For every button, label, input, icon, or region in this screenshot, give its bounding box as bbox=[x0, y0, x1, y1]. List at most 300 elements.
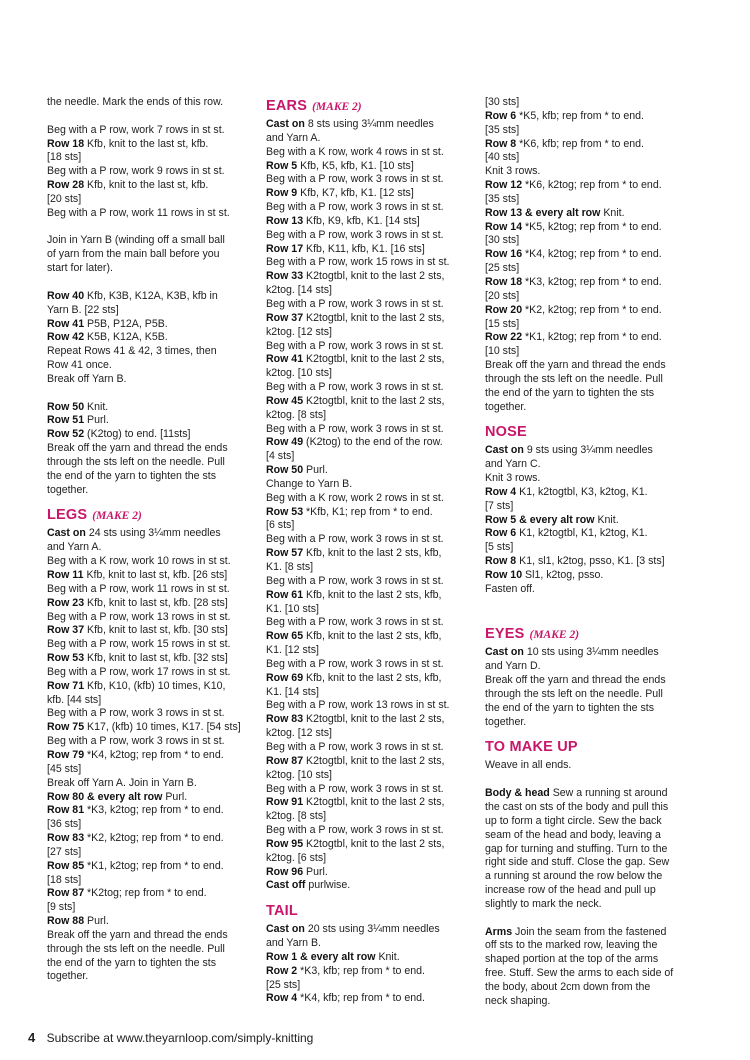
instruction-line bbox=[266, 506, 466, 520]
instruction-text: increase row of the head and pull up bbox=[485, 884, 656, 897]
instruction-line bbox=[266, 810, 466, 824]
instruction-line bbox=[485, 953, 685, 967]
row-label: Row 52 bbox=[47, 428, 85, 441]
instruction-line bbox=[485, 787, 685, 801]
instruction-text: together. bbox=[485, 400, 527, 413]
instruction-text: Knit. bbox=[603, 206, 625, 219]
instruction-text: *K4, k2tog; rep from * to end. bbox=[525, 248, 662, 261]
instruction-text: and Yarn D. bbox=[485, 660, 541, 673]
instruction-text: 24 sts using 3¼mm needles bbox=[88, 527, 221, 540]
instruction-text: Beg with a P row, work 3 rows in st st. bbox=[266, 782, 444, 795]
instruction-text: Beg with a P row, work 13 rows in st st. bbox=[47, 610, 231, 623]
instruction-line bbox=[485, 716, 685, 730]
instruction-text: Join the seam from the fastened bbox=[515, 925, 667, 938]
row-label: Row 22 bbox=[485, 331, 523, 344]
instruction-line bbox=[485, 995, 685, 1009]
spacer bbox=[485, 611, 685, 625]
instruction-line bbox=[485, 165, 685, 179]
instruction-line bbox=[266, 951, 466, 965]
instruction-line bbox=[266, 519, 466, 533]
instruction-text: [36 sts] bbox=[47, 818, 82, 831]
instruction-line bbox=[47, 262, 245, 276]
instruction-line bbox=[47, 290, 245, 304]
instruction-text: (K2tog) to end. [11sts] bbox=[87, 428, 191, 441]
instruction-text: together. bbox=[485, 715, 527, 728]
instruction-text: K1. [10 sts] bbox=[266, 602, 319, 615]
row-label: Row 75 bbox=[47, 721, 85, 734]
row-label: Row 13 bbox=[266, 214, 304, 227]
section-heading-title: LEGS bbox=[47, 507, 88, 524]
row-label: Row 18 bbox=[47, 137, 85, 150]
instruction-line bbox=[47, 428, 245, 442]
instruction-line bbox=[47, 970, 245, 984]
row-label: Row 6 bbox=[485, 109, 517, 122]
instruction-text: Change to Yarn B. bbox=[266, 477, 353, 490]
instruction-text: a running st around the row below the bbox=[485, 870, 663, 883]
instruction-line bbox=[47, 791, 245, 805]
instruction-text: Beg with a P row, work 7 rows in st st. bbox=[47, 123, 225, 136]
instruction-line bbox=[47, 707, 245, 721]
instruction-text: *K5, k2tog; rep from * to end. bbox=[525, 220, 662, 233]
row-label: Row 83 bbox=[47, 832, 85, 845]
instruction-text: through the sts left on the needle. Pull bbox=[485, 687, 663, 700]
instruction-line bbox=[266, 796, 466, 810]
row-label: Row 65 bbox=[266, 630, 304, 643]
instruction-line bbox=[485, 801, 685, 815]
instruction-text: Purl. bbox=[87, 915, 109, 928]
row-label: Row 96 bbox=[266, 865, 304, 878]
instruction-line bbox=[266, 852, 466, 866]
instruction-text: Beg with a P row, work 11 rows in st st. bbox=[47, 206, 230, 219]
row-label: Row 53 bbox=[266, 505, 304, 518]
instruction-text: 9 sts using 3¼mm needles bbox=[526, 444, 653, 457]
row-label: Row 41 bbox=[266, 353, 304, 366]
instruction-line bbox=[47, 124, 245, 138]
instruction-text: *K1, k2tog; rep from * to end. bbox=[525, 331, 662, 344]
row-label: Row 37 bbox=[47, 624, 85, 637]
instruction-text: Beg with a K row, work 2 rows in st st. bbox=[266, 491, 444, 504]
instruction-line bbox=[47, 666, 245, 680]
instruction-line bbox=[47, 638, 245, 652]
instruction-text: Kfb, K5, kfb, K1. [10 sts] bbox=[300, 159, 414, 172]
instruction-line bbox=[485, 702, 685, 716]
instruction-text: Weave in all ends. bbox=[485, 759, 572, 772]
instruction-line bbox=[266, 173, 466, 187]
row-label: Cast on bbox=[485, 444, 524, 457]
instruction-line bbox=[47, 359, 245, 373]
instruction-text: Kfb, K3B, K12A, K3B, kfb in bbox=[87, 289, 218, 302]
instruction-text: [20 sts] bbox=[47, 192, 82, 205]
section-heading bbox=[47, 507, 245, 525]
instruction-line bbox=[47, 943, 245, 957]
instruction-line bbox=[266, 201, 466, 215]
row-label: Row 11 bbox=[47, 569, 84, 581]
instruction-text: Purl. bbox=[306, 865, 328, 878]
instruction-text: Fasten off. bbox=[485, 582, 535, 595]
row-label: Cast on bbox=[266, 923, 305, 936]
spacer bbox=[485, 729, 685, 737]
instruction-line bbox=[266, 229, 466, 243]
instruction-text: Beg with a P row, work 3 rows in st st. bbox=[266, 173, 444, 186]
instruction-line bbox=[485, 401, 685, 415]
column-left bbox=[47, 96, 245, 984]
instruction-line bbox=[485, 387, 685, 401]
row-label: Row 95 bbox=[266, 837, 304, 850]
spacer bbox=[485, 912, 685, 926]
instruction-line bbox=[266, 132, 466, 146]
instruction-text: *K6, k2tog; rep from * to end. bbox=[525, 179, 662, 192]
instruction-text: K2togtbl, knit to the last 2 sts, bbox=[306, 311, 445, 324]
instruction-text: the body, about 2cm down from the bbox=[485, 980, 651, 993]
instruction-text: off sts to the marked row, leaving the bbox=[485, 939, 658, 952]
row-label: Row 23 bbox=[47, 596, 85, 609]
instruction-text: Beg with a P row, work 3 rows in st st. bbox=[266, 657, 444, 670]
instruction-text: Break off the yarn and thread the ends bbox=[485, 674, 666, 687]
instruction-line bbox=[47, 138, 245, 152]
instruction-line bbox=[266, 478, 466, 492]
instruction-text: through the sts left on the needle. Pull bbox=[47, 942, 225, 955]
instruction-text: [40 sts] bbox=[485, 151, 520, 164]
instruction-line bbox=[266, 923, 466, 937]
instruction-line bbox=[47, 179, 245, 193]
instruction-text: together. bbox=[47, 483, 89, 496]
instruction-text: the cast on sts of the body and pull this bbox=[485, 800, 669, 813]
instruction-line bbox=[485, 318, 685, 332]
instruction-text: Break off the yarn and thread the ends bbox=[47, 928, 228, 941]
row-label: Row 8 bbox=[485, 137, 517, 150]
instruction-text: the end of the yarn to tighten the sts bbox=[47, 956, 217, 969]
instruction-line bbox=[47, 470, 245, 484]
spacer bbox=[485, 597, 685, 611]
instruction-text: Kfb, knit to last st, kfb. [32 sts] bbox=[87, 652, 228, 665]
instruction-text: Knit. bbox=[597, 513, 619, 526]
row-label: Row 4 bbox=[485, 485, 517, 498]
instruction-text: K5B, K12A, K5B. bbox=[87, 331, 168, 344]
instruction-text: K1, sl1, k2tog, psso, K1. [3 sts] bbox=[519, 555, 665, 568]
spacer bbox=[485, 773, 685, 787]
row-label: Row 28 bbox=[47, 179, 85, 192]
section-heading bbox=[485, 424, 685, 442]
instruction-line bbox=[266, 630, 466, 644]
instruction-line bbox=[266, 381, 466, 395]
row-label: Cast off bbox=[266, 879, 306, 892]
section-heading bbox=[266, 903, 466, 921]
instruction-line bbox=[485, 981, 685, 995]
row-label: Body & head bbox=[485, 787, 550, 800]
row-label: Row 85 bbox=[47, 859, 85, 872]
instruction-text: *K5, kfb; rep from * to end. bbox=[519, 109, 644, 122]
row-label: Row 81 bbox=[47, 804, 85, 817]
instruction-line bbox=[266, 270, 466, 284]
instruction-line bbox=[485, 583, 685, 597]
instruction-text: Beg with a K row, work 10 rows in st st. bbox=[47, 555, 231, 568]
section-heading bbox=[266, 98, 466, 116]
instruction-text: Beg with a P row, work 15 rows in st st. bbox=[266, 256, 450, 269]
instruction-line bbox=[266, 547, 466, 561]
instruction-line bbox=[485, 304, 685, 318]
section-heading-title: TAIL bbox=[266, 903, 298, 920]
instruction-text: *K3, k2tog; rep from * to end. bbox=[525, 275, 662, 288]
instruction-text: *K4, kfb; rep from * to end. bbox=[300, 992, 425, 1005]
instruction-text: the end of the yarn to tighten the sts bbox=[47, 469, 217, 482]
instruction-text: Beg with a P row, work 3 rows in st st. bbox=[266, 381, 444, 394]
instruction-text: through the sts left on the needle. Pull bbox=[47, 455, 225, 468]
instruction-text: purlwise. bbox=[308, 879, 351, 892]
instruction-text: Beg with a P row, work 3 rows in st st. bbox=[47, 735, 225, 748]
row-label: Row 91 bbox=[266, 796, 304, 809]
row-label: Row 79 bbox=[47, 748, 85, 761]
instruction-line bbox=[47, 414, 245, 428]
instruction-line bbox=[266, 769, 466, 783]
instruction-text: [10 sts] bbox=[485, 345, 520, 358]
instruction-line bbox=[266, 561, 466, 575]
row-label: Row 83 bbox=[266, 713, 304, 726]
instruction-line bbox=[485, 124, 685, 138]
instruction-line bbox=[266, 284, 466, 298]
instruction-text: [7 sts] bbox=[485, 499, 514, 512]
instruction-line bbox=[47, 777, 245, 791]
instruction-text: k2tog. [14 sts] bbox=[266, 284, 332, 297]
instruction-text: [25 sts] bbox=[266, 978, 301, 991]
section-heading-title: EARS bbox=[266, 98, 308, 114]
instruction-line bbox=[47, 442, 245, 456]
instruction-line bbox=[485, 870, 685, 884]
instruction-text: Kfb, knit to the last 2 sts, kfb, bbox=[306, 547, 442, 560]
instruction-text: k2tog. [10 sts] bbox=[266, 367, 332, 380]
instruction-line bbox=[47, 373, 245, 387]
instruction-text: Break off Yarn B. bbox=[47, 372, 127, 385]
instruction-text: and Yarn C. bbox=[485, 458, 541, 471]
instruction-text: Break off the yarn and thread the ends bbox=[47, 442, 228, 455]
instruction-text: Break off Yarn A. Join in Yarn B. bbox=[47, 776, 197, 789]
instruction-line bbox=[47, 193, 245, 207]
instruction-line bbox=[266, 215, 466, 229]
spacer bbox=[47, 221, 245, 235]
instruction-line bbox=[47, 96, 245, 110]
page-number: 4 bbox=[28, 1030, 36, 1045]
instruction-text: Knit. bbox=[378, 950, 400, 963]
instruction-line bbox=[485, 674, 685, 688]
instruction-line bbox=[47, 887, 245, 901]
instruction-text: Beg with a P row, work 17 rows in st st. bbox=[47, 665, 231, 678]
instruction-line bbox=[47, 165, 245, 179]
row-label: Arms bbox=[485, 925, 513, 938]
instruction-line bbox=[266, 160, 466, 174]
instruction-line bbox=[47, 304, 245, 318]
row-label: Row 5 bbox=[266, 159, 298, 172]
page-footer bbox=[28, 1030, 313, 1045]
instruction-line bbox=[266, 879, 466, 893]
instruction-line bbox=[47, 929, 245, 943]
instruction-text: *K2tog; rep from * to end. bbox=[87, 887, 207, 900]
instruction-line bbox=[47, 624, 245, 638]
instruction-line bbox=[266, 326, 466, 340]
instruction-text: Beg with a P row, work 3 rows in st st. bbox=[266, 740, 444, 753]
instruction-line bbox=[266, 713, 466, 727]
instruction-text: Purl. bbox=[165, 790, 188, 803]
instruction-text: of yarn from the main ball before you bbox=[47, 248, 220, 261]
instruction-text: K2togtbl, knit to the last 2 sts, bbox=[306, 796, 445, 809]
spacer bbox=[266, 893, 466, 901]
spacer bbox=[47, 497, 245, 505]
row-label: Cast on bbox=[266, 118, 305, 130]
instruction-line bbox=[47, 652, 245, 666]
row-label: Row 40 bbox=[47, 289, 85, 302]
instruction-line bbox=[47, 818, 245, 832]
row-label: Row 8 bbox=[485, 555, 517, 568]
instruction-line bbox=[485, 373, 685, 387]
instruction-text: K2togtbl, knit to the last 2 sts, bbox=[306, 713, 445, 726]
instruction-text: the needle. Mark the ends of this row. bbox=[47, 96, 224, 108]
row-label: Row 87 bbox=[266, 754, 304, 767]
instruction-line bbox=[485, 898, 685, 912]
instruction-line bbox=[47, 763, 245, 777]
row-label: Row 69 bbox=[266, 671, 304, 684]
section-heading-subtitle: (MAKE 2) bbox=[529, 629, 580, 642]
instruction-line bbox=[266, 256, 466, 270]
instruction-text: Beg with a P row, work 3 rows in st st. bbox=[266, 339, 444, 352]
instruction-line bbox=[266, 464, 466, 478]
instruction-line bbox=[266, 118, 466, 132]
instruction-line bbox=[47, 484, 245, 498]
section-heading bbox=[485, 739, 685, 757]
row-label: Row 50 bbox=[47, 400, 85, 413]
instruction-line bbox=[47, 957, 245, 971]
instruction-line bbox=[266, 492, 466, 506]
instruction-text: k2tog. [10 sts] bbox=[266, 768, 332, 781]
instruction-line bbox=[485, 262, 685, 276]
instruction-text: Beg with a P row, work 3 rows in st st. bbox=[266, 533, 444, 546]
instruction-line bbox=[47, 874, 245, 888]
instruction-text: Knit. bbox=[87, 400, 109, 413]
instruction-line bbox=[266, 409, 466, 423]
instruction-line bbox=[47, 694, 245, 708]
instruction-line bbox=[47, 456, 245, 470]
row-label: Row 50 bbox=[266, 464, 304, 477]
instruction-text: together. bbox=[47, 970, 89, 983]
instruction-text: K2togtbl, knit to the last 2 sts, bbox=[306, 837, 445, 850]
row-label: Row 17 bbox=[266, 242, 304, 255]
instruction-line bbox=[266, 312, 466, 326]
instruction-line bbox=[485, 276, 685, 290]
instruction-text: *K6, kfb; rep from * to end. bbox=[519, 137, 644, 150]
instruction-line bbox=[47, 583, 245, 597]
instruction-line bbox=[485, 458, 685, 472]
row-label: Row 61 bbox=[266, 588, 304, 601]
row-label: Row 1 & every alt row bbox=[266, 950, 376, 963]
instruction-line bbox=[47, 735, 245, 749]
instruction-line bbox=[266, 755, 466, 769]
instruction-text: Beg with a P row, work 3 rows in st st. bbox=[266, 201, 444, 214]
instruction-line bbox=[266, 727, 466, 741]
instruction-text: and Yarn B. bbox=[266, 937, 321, 950]
instruction-text: Kfb, knit to last st, kfb. [28 sts] bbox=[87, 596, 228, 609]
instruction-text: the end of the yarn to tighten the sts bbox=[485, 386, 655, 399]
instruction-line bbox=[485, 290, 685, 304]
row-label: Row 6 bbox=[485, 527, 517, 540]
instruction-line bbox=[47, 915, 245, 929]
instruction-text: right side and stuff. Close the gap. Sew bbox=[485, 856, 670, 869]
instruction-line bbox=[485, 207, 685, 221]
instruction-line bbox=[485, 221, 685, 235]
row-label: Row 71 bbox=[47, 679, 85, 692]
instruction-text: 8 sts using 3¼mm needles bbox=[307, 118, 434, 130]
instruction-line bbox=[47, 401, 245, 415]
row-label: Row 33 bbox=[266, 270, 304, 283]
row-label: Cast on bbox=[47, 527, 86, 540]
instruction-text: *Kfb, K1; rep from * to end. bbox=[306, 505, 433, 518]
spacer bbox=[485, 414, 685, 422]
instruction-line bbox=[266, 395, 466, 409]
instruction-text: P5B, P12A, P5B. bbox=[87, 317, 168, 330]
instruction-line bbox=[47, 555, 245, 569]
instruction-text: K1. [14 sts] bbox=[266, 685, 319, 698]
instruction-line bbox=[266, 450, 466, 464]
instruction-line bbox=[485, 926, 685, 940]
instruction-line bbox=[266, 741, 466, 755]
instruction-text: slightly to mark the neck. bbox=[485, 897, 602, 910]
section-heading-subtitle: (MAKE 2) bbox=[92, 510, 142, 523]
instruction-text: Beg with a P row, work 3 rows in st st. bbox=[266, 574, 444, 587]
instruction-line bbox=[266, 658, 466, 672]
instruction-line bbox=[485, 939, 685, 953]
instruction-text: K2togtbl, knit to the last 2 sts, bbox=[306, 353, 445, 366]
instruction-text: and Yarn A. bbox=[266, 131, 321, 144]
instruction-text: Repeat Rows 41 & 42, 3 times, then bbox=[47, 345, 217, 358]
instruction-line bbox=[266, 603, 466, 617]
instruction-text: [45 sts] bbox=[47, 762, 82, 775]
instruction-text: Beg with a P row, work 3 rows in st st. bbox=[266, 616, 444, 629]
instruction-line bbox=[485, 234, 685, 248]
instruction-text: k2tog. [6 sts] bbox=[266, 851, 327, 864]
row-label: Row 88 bbox=[47, 915, 85, 928]
instruction-text: shaped portion at the top of the arms bbox=[485, 953, 659, 966]
instruction-line bbox=[485, 179, 685, 193]
instruction-text: Kfb, K7, kfb, K1. [12 sts] bbox=[300, 187, 414, 200]
instruction-line bbox=[266, 367, 466, 381]
instruction-line bbox=[485, 472, 685, 486]
instruction-text: [30 sts] bbox=[485, 96, 520, 108]
instruction-text: K2togtbl, knit to the last 2 sts, bbox=[306, 394, 445, 407]
instruction-line bbox=[266, 824, 466, 838]
instruction-line bbox=[47, 331, 245, 345]
instruction-text: Kfb, knit to last st, kfb. [26 sts] bbox=[86, 569, 228, 581]
instruction-text: k2tog. [8 sts] bbox=[266, 810, 327, 823]
instruction-line bbox=[485, 541, 685, 555]
instruction-line bbox=[485, 555, 685, 569]
instruction-line bbox=[266, 672, 466, 686]
row-label: Row 10 bbox=[485, 569, 523, 581]
instruction-text: neck shaping. bbox=[485, 994, 551, 1007]
instruction-line bbox=[47, 527, 245, 541]
instruction-line bbox=[47, 248, 245, 262]
instruction-line bbox=[266, 589, 466, 603]
instruction-line bbox=[266, 187, 466, 201]
instruction-text: k2tog. [8 sts] bbox=[266, 408, 327, 421]
instruction-text: K1, k2togtbl, K1, k2tog, K1. bbox=[519, 527, 648, 540]
instruction-line bbox=[485, 843, 685, 857]
instruction-text: Beg with a P row, work 13 rows in st st. bbox=[266, 699, 450, 712]
instruction-line bbox=[485, 193, 685, 207]
instruction-line bbox=[266, 146, 466, 160]
column-right bbox=[485, 96, 685, 1009]
instruction-text: Kfb, knit to the last st, kfb. bbox=[87, 137, 209, 150]
instruction-text: and Yarn A. bbox=[47, 541, 102, 554]
row-label: Row 20 bbox=[485, 303, 523, 316]
row-label: Row 41 bbox=[47, 317, 85, 330]
instruction-line bbox=[485, 967, 685, 981]
instruction-line bbox=[266, 979, 466, 993]
